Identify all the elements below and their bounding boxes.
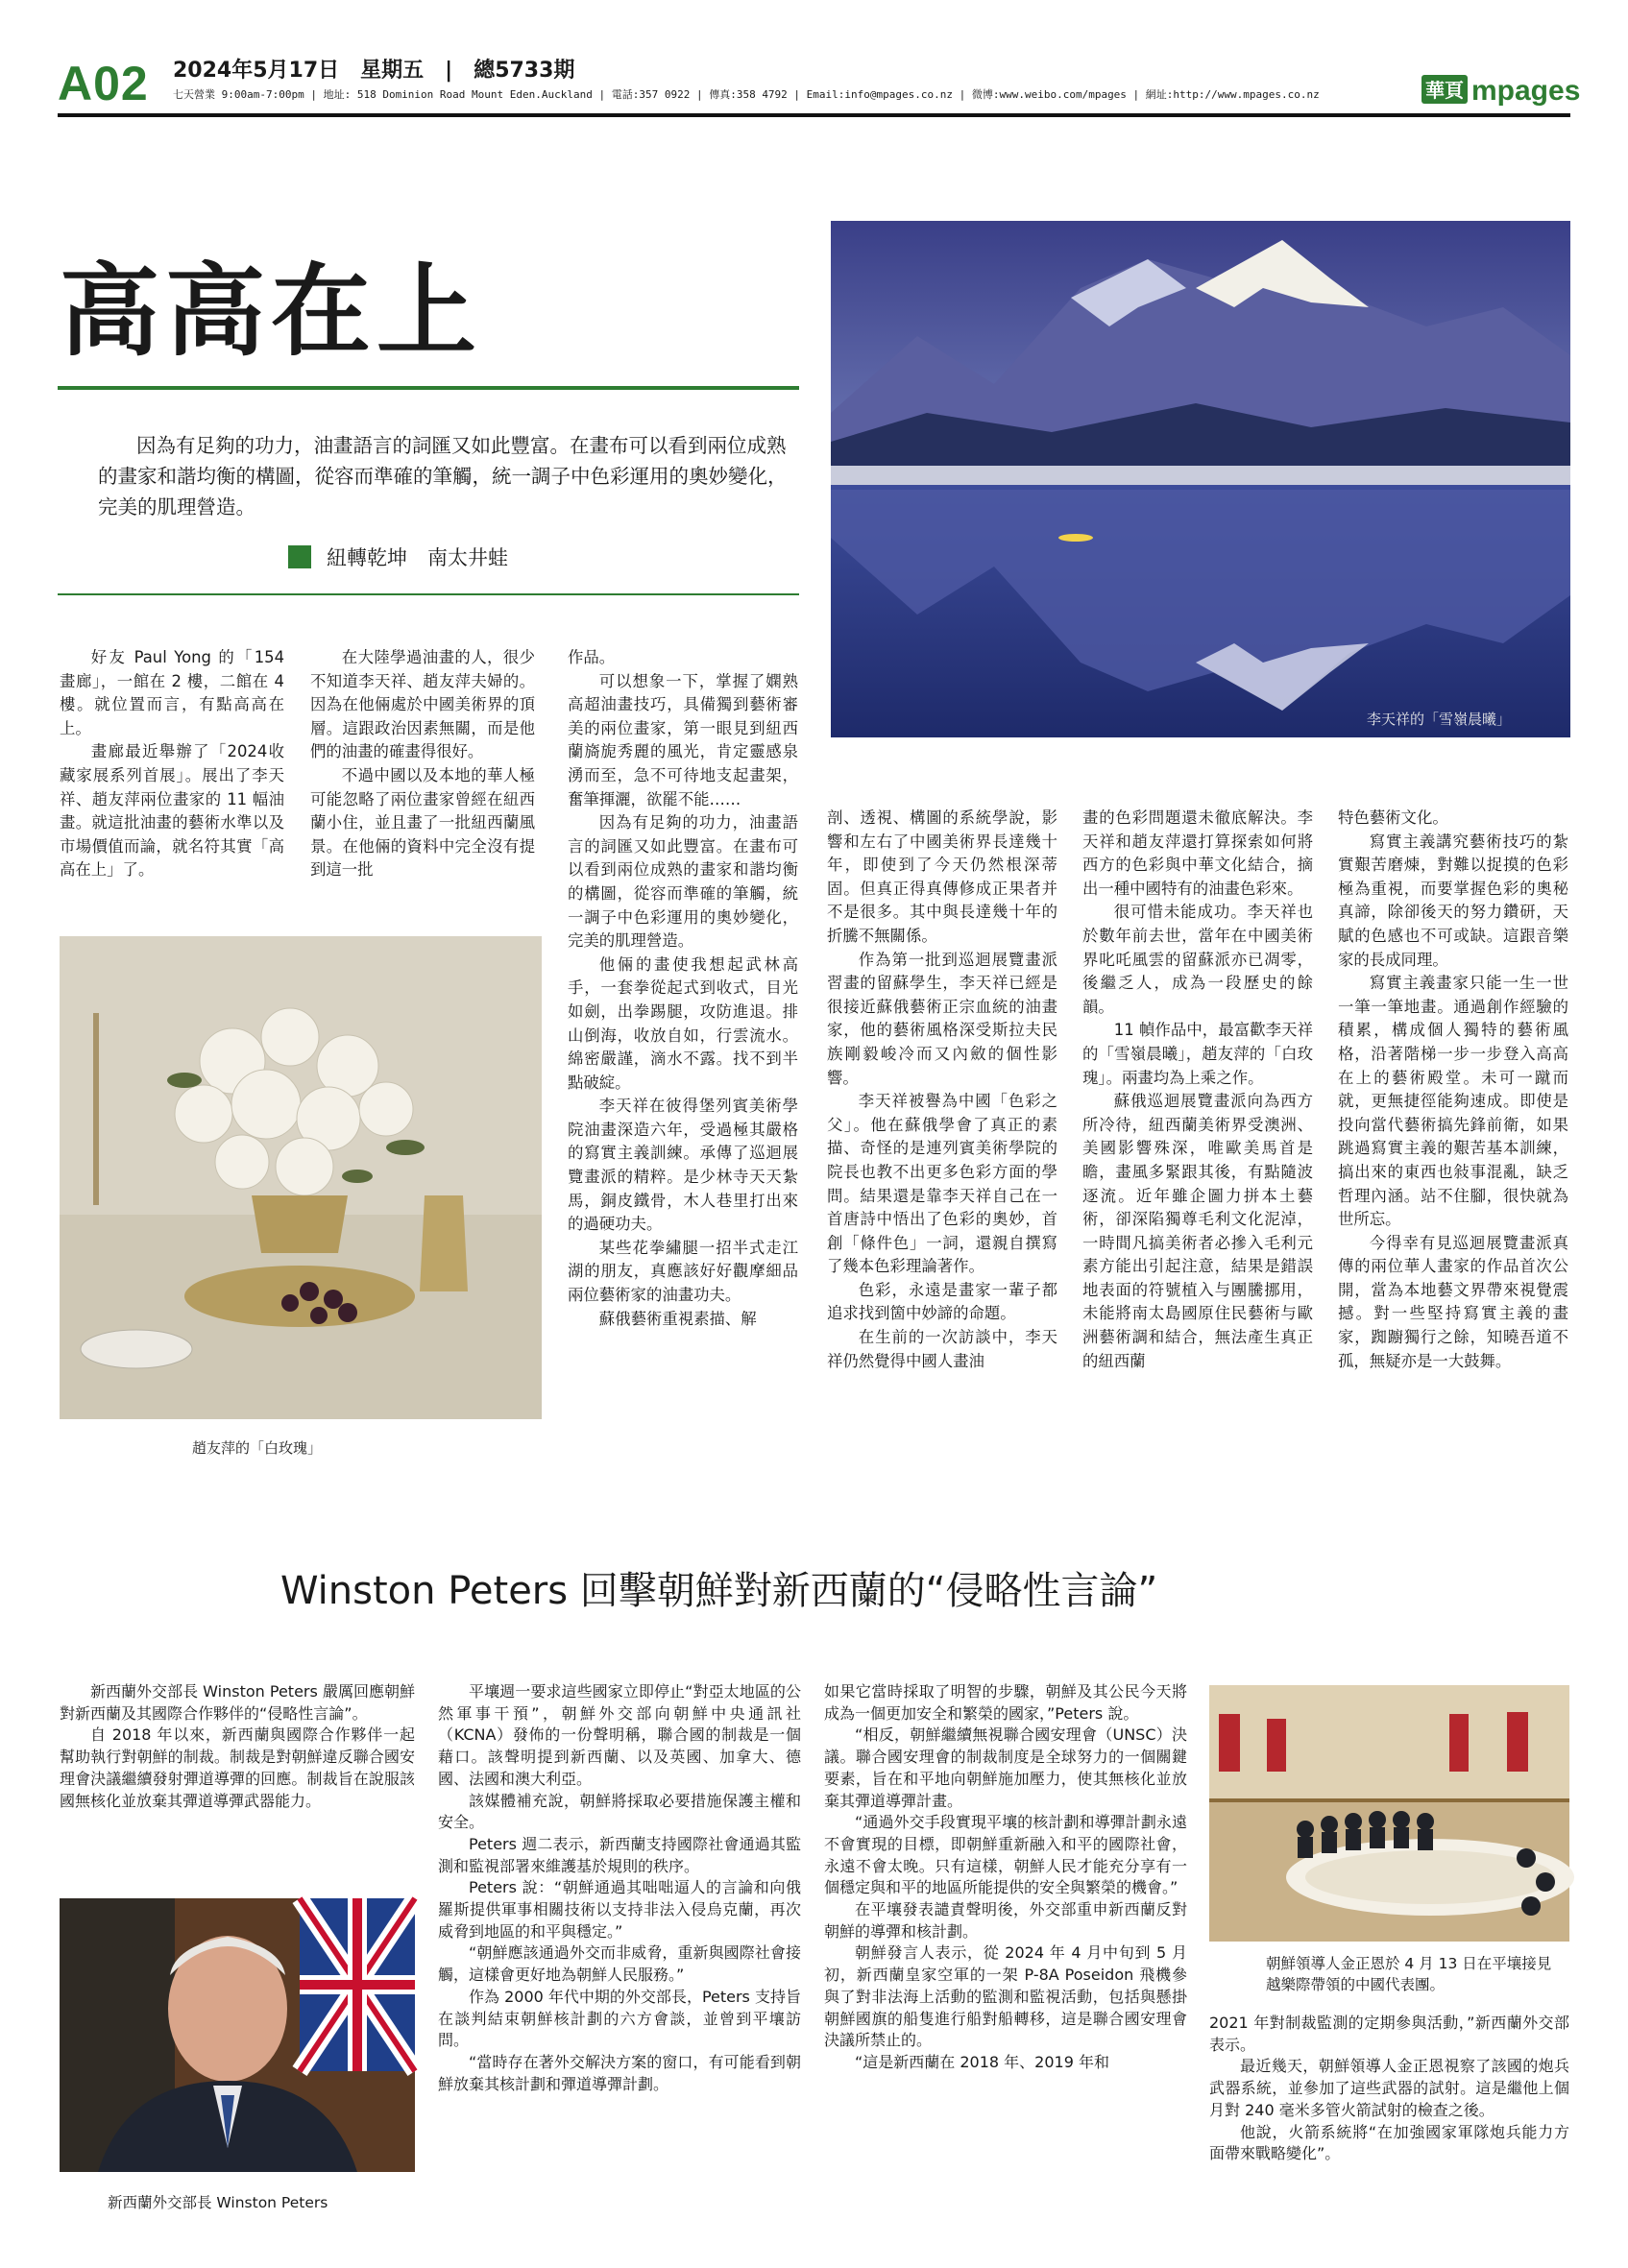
paragraph: 寫實主義畫家只能一生一世一筆一筆地畫。通過創作經驗的積累，構成個人獨特的藝術風格，沿著階梯一步一步登入高高在上的藝術殿堂。未可一蹴而就，更無捷徑能夠速成。即使是投向當代藝術搞先鋒前衛，如果跳過寫實主義的艱苦基本訓練，搞出來的東西也敍事混亂，缺乏哲理內涵。站不住腳，很快就為世所忘。 (1338, 974, 1568, 1229)
article-column-5 (1082, 807, 1313, 1373)
paragraph: 他倆的畫使我想起武林高手，一套拳從起式到收式，目光如劍，出拳踢腿，攻防進退。排山倒海，收放自如，行雲流水。綿密嚴謹，滴水不露。找不到半點破綻。 (568, 954, 798, 1092)
paragraph: 今得幸有見巡迴展覽畫派真傳的兩位華人畫家的作品首次公開，當為本地藝文界帶來視覺震撼。對一些堅持寫實主義的畫家，踟躕獨行之餘，知曉吾道不孤，無疑亦是一大鼓舞。 (1338, 1233, 1568, 1370)
paragraph: “朝鮮應該通過外交而非威脅，重新與國際社會接觸，這樣會更好地為朝鮮人民服務。” (438, 1943, 801, 1985)
paragraph: 11 幀作品中，最富歡李天祥的「雪嶺晨曦」，趙友萍的「白玫瑰」。兩畫均為上乘之作。 (1082, 1021, 1313, 1087)
article-column-3 (824, 1681, 1187, 2074)
article-column-4 (1209, 2013, 1569, 2165)
paragraph: 作品。 (568, 648, 616, 666)
paragraph: 最近幾天，朝鮮領導人金正恩視察了該國的炮兵武器系統，並參加了這些武器的試射。這是繼他上個月對 240 毫米多管火箭試射的檢查之後。 (1209, 2057, 1569, 2119)
article-byline: 紐轉乾坤 南太井蛙 (327, 546, 508, 569)
article-column-2 (310, 646, 535, 882)
paragraph: Peters 週二表示，新西蘭支持國際社會通過其監測和監視部署來維護基於規則的秩序。 (438, 1834, 801, 1875)
lede-rule (58, 593, 799, 595)
winston-peters-photo (60, 1898, 415, 2172)
paragraph: “相反，朝鮮繼續無視聯合國安理會（UNSC）決議。聯合國安理會的制裁制度是全球努力的一個關鍵要素，旨在和平地向朝鮮施加壓力，使其無核化並放棄其彈道導彈計畫。 (824, 1725, 1187, 1810)
article-title: 高高在上 (60, 253, 483, 370)
paragraph: 蘇俄巡迴展覽畫派向為西方所冷待，紐西蘭美術界受澳洲、美國影響殊深，唯歐美馬首是瞻，畫風多緊跟其後，有點隨波逐流。近年雖企圖力拼本土藝術，卻深陷獨尊毛利文化泥淖，一時間凡搞美術者必摻入毛利元素方能出引起注意，結果是錯誤地表面的符號植入与團騰挪用，未能將南太島國原住民藝術与歐洲藝術調和結合，無法產生真正的紐西蘭 (1082, 1092, 1313, 1370)
article-title: Winston Peters 回擊朝鮮對新西蘭的“侵略性言論” (280, 1569, 1158, 1613)
paragraph: 可以想象一下，掌握了嫻熟高超油畫技巧，具備獨到藝術審美的兩位畫家，第一眼見到紐西蘭旖旎秀麗的風光，肯定靈感泉湧而至，急不可待地支起畫架，奮筆揮灑，欲罷不能…… (568, 671, 798, 808)
paragraph: 新西蘭外交部長 Winston Peters 嚴厲回應朝鮮對新西蘭及其國際合作夥伴的“侵略性言論”。 (60, 1682, 415, 1723)
rose-painting-caption: 趙友萍的「白玫瑰」 (192, 1439, 323, 1457)
page-number: A02 (58, 57, 149, 110)
paragraph: 2021 年對制裁監測的定期參與活動，”新西蘭外交部表示。 (1209, 2014, 1569, 2054)
paragraph: “通過外交手段實現平壤的核計劃和導彈計劃永遠不會實現的目標，即朝鮮重新融入和平的國際社會，永遠不會太晚。只有這樣，朝鮮人民才能充分享有一個穩定與和平的地區所能提供的安全與繁榮的機會。” (824, 1813, 1187, 1897)
header-rule (58, 113, 1570, 117)
contact-info-line: 七天營業 9:00am-7:00pm | 地址: 518 Dominion Road Mount Eden.Auckland | 電話:357 0922 | 傳真:358 4792 | Email:info@mpages.co.nz | 微博:www.weibo.com/mpages | 網址:http://www.mpages.co.nz (173, 88, 1320, 101)
paragraph: 在大陸學過油畫的人，很少不知道李天祥、趙友萍夫婦的。因為在他倆處於中國美術界的頂層。這跟政治因素無關，而是他們的油畫的確畫得很好。 (310, 648, 535, 761)
paragraph: Peters 說：“朝鮮通過其咄咄逼人的言論和向俄羅斯提供軍事相關技術以支持非法入侵烏克蘭，再次威脅到地區的和平與穩定。” (438, 1878, 801, 1941)
paragraph: 蘇俄藝術重視素描、解 (598, 1309, 757, 1328)
rose-painting-image (60, 936, 542, 1419)
newspaper-logo (1420, 65, 1581, 109)
mountain-painting-image (831, 221, 1570, 737)
paragraph: 作為第一批到巡迴展覽畫派習畫的留蘇學生，李天祥已經是很接近蘇俄藝術正宗血統的油畫家，他的藝術風格深受斯拉夫民族剛毅峻冷而又內斂的個性影響。 (827, 950, 1057, 1087)
svg-text:mpages: mpages (1471, 75, 1581, 107)
article-column-6 (1338, 807, 1568, 1373)
paragraph: 某些花拳繡腿一招半式走江湖的朋友，真應該好好觀摩細品兩位藝術家的油畫功夫。 (568, 1238, 798, 1305)
paragraph: “這是新西蘭在 2018 年、2019 年和 (855, 2052, 1109, 2071)
paragraph: 色彩，永遠是畫家一輩子都追求找到箇中妙諦的命題。 (827, 1280, 1057, 1323)
paragraph: 朝鮮發言人表示，從 2024 年 4 月中旬到 5 月初，新西蘭皇家空軍的一架 P-8A Poseidon 飛機參與了對非法海上活動的監測和監視活動，包括與懸掛朝鮮國旗的船隻進行船對船轉移，這是聯合國安理會決議所禁止的。 (824, 1943, 1187, 2050)
paragraph: 很可惜未能成功。李天祥也於數年前去世，當年在中國美術界叱吒風雲的留蘇派亦已凋零，後繼乏人，成為一段歷史的餘韻。 (1082, 903, 1313, 1016)
paragraph: 作為 2000 年代中期的外交部長，Peters 支持旨在談判結束朝鮮核計劃的六方會談，並曾到平壤訪問。 (438, 1987, 801, 2050)
paragraph: 李天祥在彼得堡列賓美術學院油畫深造六年，受過極其嚴格的寫實主義訓練。承傳了巡迴展覽畫派的精粹。是少林寺天天紮馬，銅皮鐵骨，木人巷里打出來的過硬功夫。 (568, 1097, 798, 1234)
paragraph: 該媒體補充說，朝鮮將採取必要措施保護主權和安全。 (438, 1791, 801, 1832)
article-column-2 (438, 1681, 801, 2095)
paragraph: 他說，火箭系統將“在加強國家軍隊炮兵能力方面帶來戰略變化”。 (1209, 2122, 1569, 2163)
article-column-4 (827, 807, 1057, 1373)
paragraph: 在生前的一次訪談中，李天祥仍然覺得中國人畫油 (827, 1328, 1057, 1370)
mountain-painting-caption: 李天祥的「雪嶺晨曦」 (1367, 711, 1512, 728)
paragraph: 畫廊最近舉辦了「2024收藏家展系列首展」。展出了李天祥、趙友萍兩位畫家的 11 幅油畫。就這批油畫的藝術水準以及市場價值而論，就名符其實「高高在上」了。 (60, 742, 284, 880)
svg-text:華頁: 華頁 (1425, 79, 1464, 102)
article-column-3 (568, 646, 798, 1331)
paragraph: 平壤週一要求這些國家立即停止“對亞太地區的公然軍事干預”，朝鮮外交部向朝鮮中央通訊社（KCNA）發佈的一份聲明稱，聯合國的制裁是一個藉口。該聲明提到新西蘭、以及英國、加拿大、德國、法國和澳大利亞。 (438, 1682, 801, 1788)
article-lede: 因為有足夠的功力，油畫語言的詞匯又如此豐富。在畫布可以看到兩位成熟的畫家和諧均衡的構圖，從容而準確的筆觸，統一調子中色彩運用的奧妙變化，完美的肌理營造。 (98, 434, 788, 519)
paragraph: 剖、透視、構圖的系統學說，影響和左右了中國美術界長達幾十年，即使到了今天仍然根深蒂固。但真正得真傳修成正果者并不是很多。其中與長達幾十年的折騰不無關係。 (827, 808, 1057, 945)
byline-square-icon (288, 545, 311, 568)
paragraph: 因為有足夠的功力，油畫語言的詞匯又如此豐富。在畫布可以看到兩位成熟的畫家和諧均衡的構圖，從容而準確的筆觸，統一調子中色彩運用的奧妙變化，完美的肌理營造。 (568, 813, 798, 951)
paragraph: “當時存在著外交解決方案的窗口，有可能看到朝鮮放棄其核計劃和彈道導彈計劃。 (438, 2052, 801, 2093)
paragraph: 好友 Paul Yong 的「154畫廊」，一館在 2 樓，二館在 4 樓。就位置而言，有點高高在上。 (60, 648, 284, 737)
paragraph: 不過中國以及本地的華人極可能忽略了兩位畫家曾經在紐西蘭小住，並且畫了一批紐西蘭風景。在他倆的資料中完全沒有提到這一批 (310, 765, 535, 880)
paragraph: 在平壤發表譴責聲明後，外交部重申新西蘭反對朝鮮的導彈和核計劃。 (824, 1900, 1187, 1941)
paragraph: 寫實主義講究藝術技巧的紮實艱苦磨煉，對難以捉摸的色彩極為重視，而要掌握色彩的奧秘真諦，除卻後天的努力鑽研，天賦的色感也不可或缺。這跟音樂家的長成同理。 (1338, 832, 1568, 969)
paragraph: 李天祥被譽為中國「色彩之父」。他在蘇俄學會了真正的素描、奇怪的是連列賓美術學院的院長也教不出更多色彩方面的學問。結果還是靠李天祥自己在一首唐詩中悟出了色彩的奧妙，首創「條件色」一詞，還親自撰寫了幾本色彩理論著作。 (827, 1092, 1057, 1276)
title-rule (58, 386, 799, 390)
paragraph: 特色藝術文化。 (1338, 808, 1448, 827)
issue-date-line: 2024年5月17日 星期五 | 總5733期 (173, 59, 575, 83)
paragraph: 如果它當時採取了明智的步驟，朝鮮及其公民今天將成為一個更加安全和繁榮的國家，”Peters 說。 (824, 1682, 1187, 1723)
meeting-photo-caption: 朝鮮領導人金正恩於 4 月 13 日在平壤接見越樂際帶領的中國代表團。 (1266, 1955, 1552, 1993)
paragraph: 畫的色彩問題還未徹底解決。李天祥和趙友萍還打算探索如何將西方的色彩與中華文化結合，摘出一種中國特有的油畫色彩來。 (1082, 808, 1313, 898)
paragraph: 自 2018 年以來，新西蘭與國際合作夥伴一起幫助執行對朝鮮的制裁。制裁是對朝鮮違反聯合國安理會決議繼續發射彈道導彈的回應。制裁旨在說服該國無核化並放棄其彈道導彈武器能力。 (60, 1725, 415, 1810)
article-column-1 (60, 1681, 415, 1812)
winston-peters-caption: 新西蘭外交部長 Winston Peters (108, 2194, 328, 2211)
meeting-photo (1209, 1685, 1569, 1942)
article-column-1 (60, 646, 284, 882)
